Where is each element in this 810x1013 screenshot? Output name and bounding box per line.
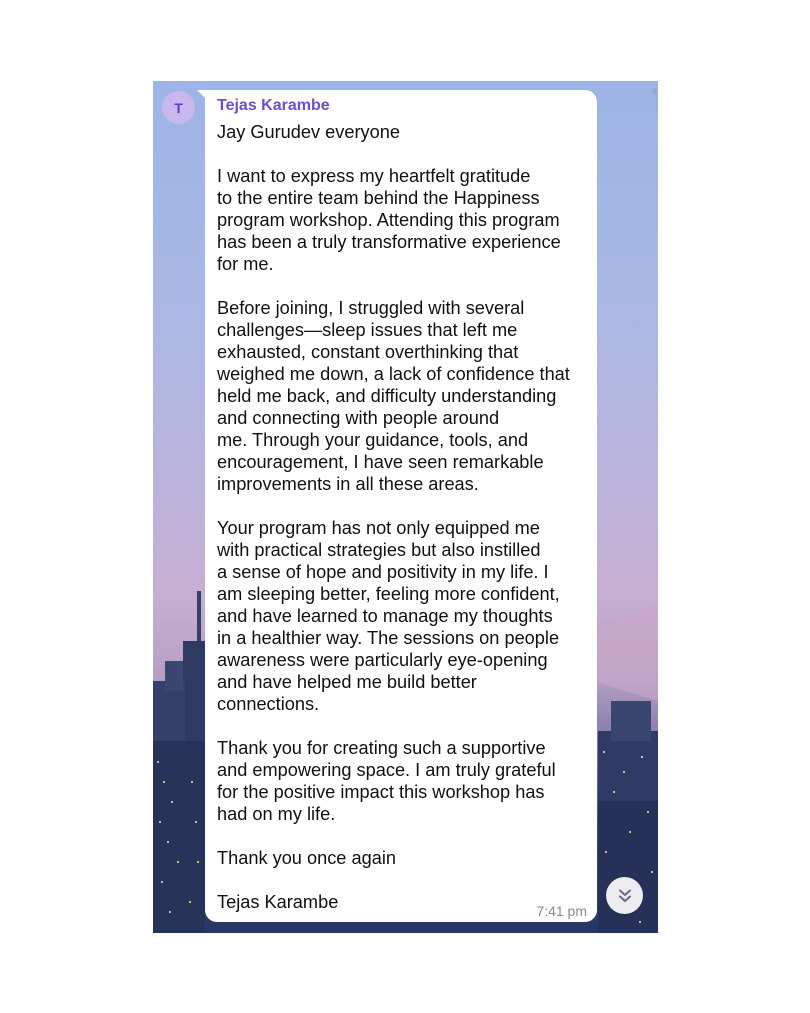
sender-name[interactable]: Tejas Karambe	[217, 97, 330, 114]
avatar-initial: T	[174, 99, 183, 116]
chat-screen	[153, 81, 658, 933]
message-bubble[interactable]	[205, 90, 597, 922]
avatar[interactable]	[162, 91, 195, 124]
double-chevron-down-icon	[616, 887, 634, 905]
scroll-indicator	[653, 88, 657, 94]
scroll-down-button[interactable]	[606, 877, 643, 914]
message-text: Jay Gurudev everyone I want to express my heartfelt gratitude to the entire team behind the Happiness program workshop. Attending this program has been a truly transformative experience for me. Before joining, I struggled with several challenges—sleep issues that left me exhausted, constant overthinking that weighed me down, a lack of confidence that held me back, and difficulty understanding and connecting with people around me. Through your guidance, tools, and encouragement, I have seen remarkable improvements in all these areas. Your program has not only equipped me with practical strategies but also instilled a sense of hope and positivity in my life. I am sleeping better, feeling more confident, and have learned to manage my thoughts in a healthier way. The sessions on people awareness were particularly eye-opening and have helped me build better connections. Thank you for creating such a supportive and empowering space. I am truly grateful for the positive impact this workshop has had on my life. Thank you once again Tejas Karambe	[217, 122, 570, 912]
message-timestamp: 7:41 pm	[536, 903, 587, 919]
